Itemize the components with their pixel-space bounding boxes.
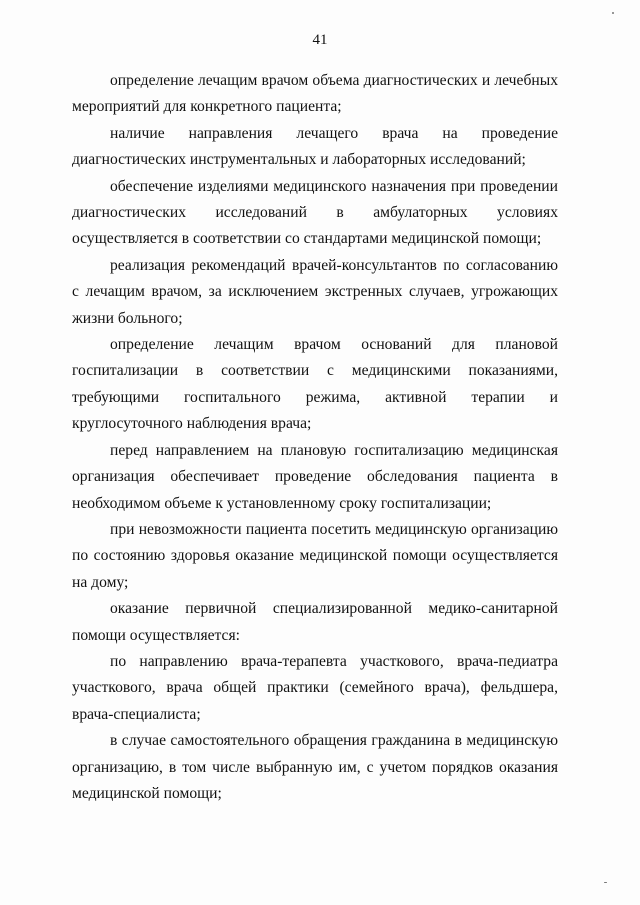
- paragraph: оказание первичной специализированной медико-санитарной помощи осуществляется:: [72, 600, 558, 644]
- paragraph: обеспечение изделиями медицинского назначения при проведении диагностических исследований в амбулаторных условиях осуществляется в соответствии со стандартами медицинской помощи;: [72, 177, 558, 248]
- scan-speck: [604, 882, 607, 883]
- document-body: [72, 68, 558, 807]
- paragraph: в случае самостоятельного обращения гражданина в медицинскую организацию, в том числе выбранную им, с учетом порядков оказания медицинской помощи;: [72, 732, 558, 802]
- scan-speck: [612, 12, 614, 14]
- paragraph: наличие направления лечащего врача на проведение диагностических инструментальных и лабораторных исследований;: [72, 124, 558, 169]
- paragraph: определение лечащим врачом объема диагностических и лечебных мероприятий для конкретного пациента;: [72, 72, 558, 116]
- page-number: 41: [312, 32, 328, 48]
- paragraph: перед направлением на плановую госпитализацию медицинская организация обеспечивает проведение обследования пациента в необходимом объеме к установленному сроку госпитализации;: [72, 441, 558, 512]
- paragraph: по направлению врача-терапевта участкового, врача-педиатра участкового, врача общей практики (семейного врача), фельдшера, врача-специалиста;: [72, 652, 558, 723]
- paragraph: определение лечащим врачом оснований для плановой госпитализации в соответствии с медицинскими показаниями, требующими госпитального режима, активной терапии и круглосуточного наблюдения врача;: [72, 336, 558, 433]
- paragraph: при невозможности пациента посетить медицинскую организацию по состоянию здоровья оказание медицинской помощи осуществляется на дому;: [72, 520, 558, 591]
- paragraph: реализация рекомендаций врачей-консультантов по согласованию с лечащим врачом, за исключением экстренных случаев, угрожающих жизни больного;: [72, 256, 558, 327]
